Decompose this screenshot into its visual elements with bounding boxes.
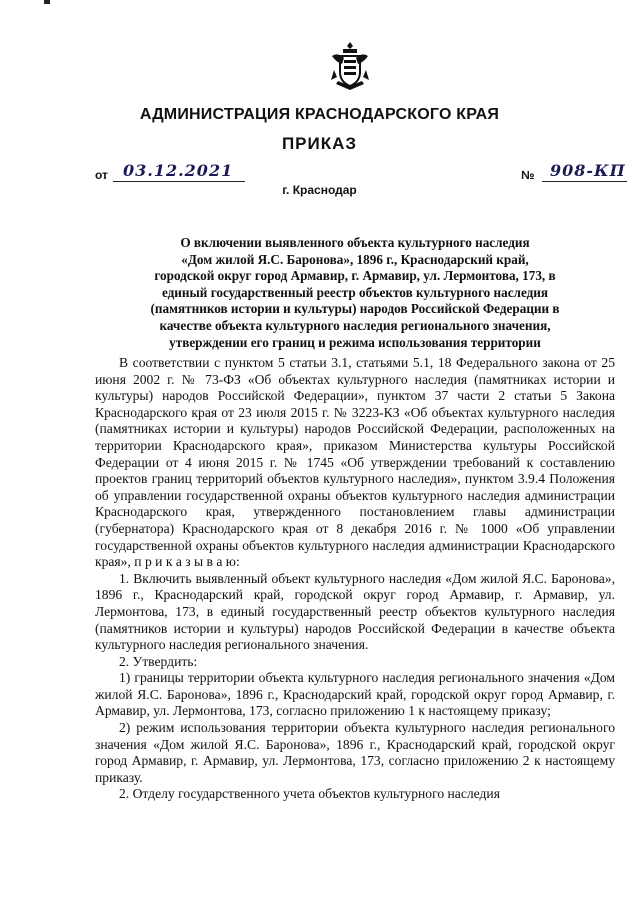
title-line: качестве объекта культурного наследия регионального значения, — [159, 317, 551, 333]
title-line: «Дом жилой Я.С. Баронова», 1896 г., Краснодарский край, — [181, 251, 529, 267]
title-line: утверждении его границ и режима использования территории — [169, 334, 541, 350]
item-2-heading: 2. Утвердить: — [119, 653, 198, 669]
title-line: (памятников истории и культуры) народов Российской Федерации в — [150, 301, 560, 317]
item-3-paragraph: 2. Отделу государственного учета объектов культурного наследия — [119, 786, 500, 802]
organization-name: АДМИНИСТРАЦИЯ КРАСНОДАРСКОГО КРАЯ — [139, 106, 500, 123]
date-field — [113, 161, 245, 182]
handwritten-number: 908-КП — [550, 161, 626, 180]
document-title — [95, 235, 615, 351]
handwritten-date: 03.12.2021 — [123, 161, 234, 180]
number-prefix: № — [521, 168, 535, 182]
title-line: городской округ город Армавир, г. Армавир, ул. Лермонтова, 173, в — [154, 268, 556, 284]
item-2-sub-2: 2) режим использования территории объекта культурного наследия регионального значения «Дом жилой Я.С. Баронова», 1896 г., Краснодарский край, городской округ город Армавир, г. Армавир, ул. Лермонтова, 173, согласно приложению 2 к настоящему приказу. — [95, 720, 615, 785]
document-type: ПРИКАЗ — [281, 134, 358, 153]
item-2-sub-1: 1) границы территории объекта культурного наследия регионального значения «Дом жилой Я.С. Баронова», 1896 г., Краснодарский край, городской округ город Армавир, г. Армавир, ул. Лермонтова, 173, согласно приложению 1 к настоящему приказу; — [95, 670, 615, 719]
document-body — [95, 355, 615, 803]
scan-corner-mark — [44, 0, 50, 4]
title-line: О включении выявленного объекта культурного наследия — [180, 235, 530, 250]
date-prefix: от — [95, 168, 108, 182]
number-field — [542, 161, 627, 182]
item-1-paragraph: 1. Включить выявленный объект культурного наследия «Дом жилой Я.С. Баронова», 1896 г., Краснодарский край, городской округ город Армавир, г. Армавир, ул. Лермонтова, 173, в единый государственный реестр объектов культурного наследия (памятников истории и культуры) народов Российской Федерации в качестве объекта культурного наследия регионального значения. — [95, 570, 615, 653]
preamble-paragraph: В соответствии с пунктом 5 статьи 3.1, статьями 5.1, 18 Федерального закона от 25 июня 2002 г. № 73-ФЗ «Об объектах культурного наследия (памятниках истории и культуры) народов Российской Федерации», пунктом 37 части 2 статьи 5 Закона Краснодарского края от 23 июля 2015 г. № 3223-КЗ «Об объектах культурного наследия (памятниках истории и культуры) народов Российской Федерации, расположенных на территории Краснодарского края», приказом Министерства культуры Российской Федерации от 4 июня 2015 г. № 1745 «Об утверждении требований к составлению проектов границ территорий объектов культурного наследия», пунктом 3.9.4 Положения об управлении государственной охраны объектов культурного наследия администрации Краснодарского края, утвержденного постановлением главы администрации (губернатора) Краснодарского края от 8 декабря 2016 г. № 1000 «Об управлении государственной охраны объектов культурного наследия администрации Краснодарского края», п р и к а з ы в а ю: — [95, 355, 615, 570]
title-line: единый государственный реестр объектов культурного наследия — [161, 284, 549, 300]
coat-of-arms-icon — [328, 40, 372, 92]
city-name: г. Краснодар — [282, 183, 357, 197]
